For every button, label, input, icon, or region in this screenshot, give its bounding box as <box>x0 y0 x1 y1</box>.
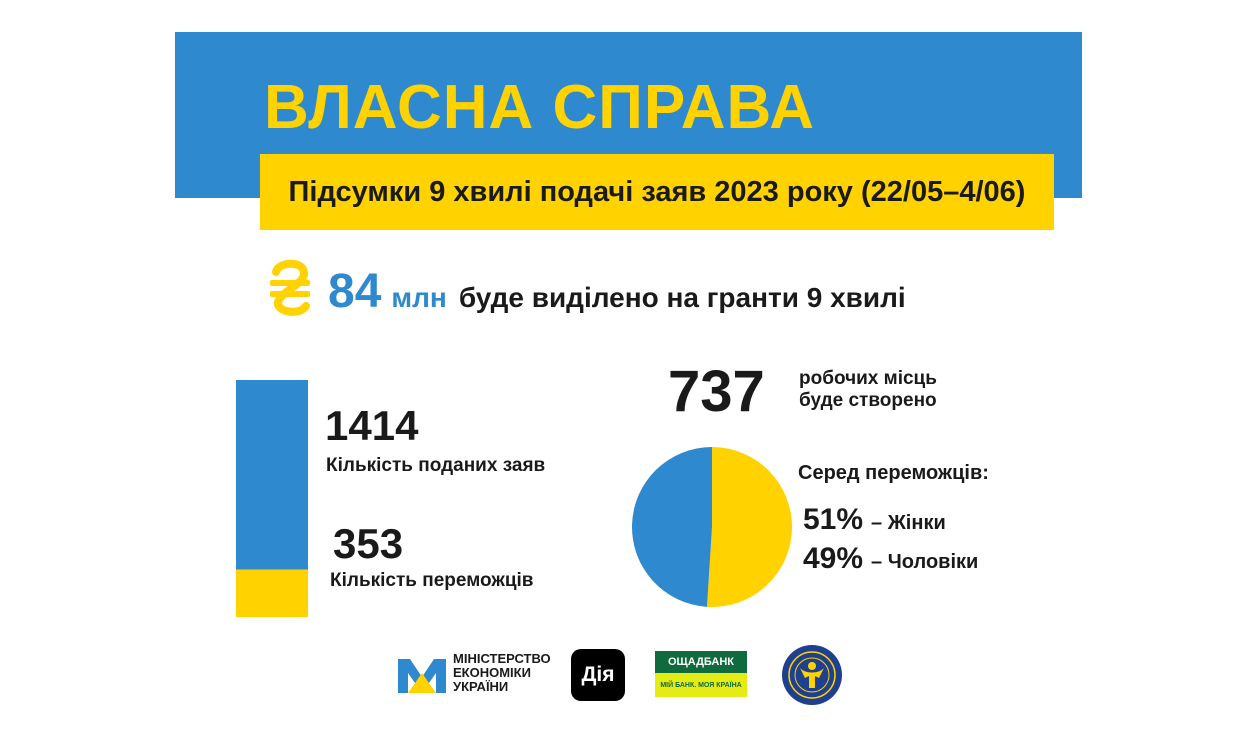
hryvnia-icon <box>268 258 312 318</box>
funds-text: буде виділено на гранти 9 хвилі <box>458 282 906 313</box>
jobs-label <box>799 368 937 412</box>
subtitle-text: Підсумки 9 хвилі подачі заяв 2023 року (22/05–4/06) <box>288 175 1026 208</box>
stacked-bar <box>236 380 308 617</box>
winners-breakdown-heading: Серед переможців: <box>798 462 989 484</box>
applications-label: Кількість поданих заяв <box>326 455 546 476</box>
mineco-logo-text <box>453 652 551 694</box>
jobs-value: 737 <box>668 359 765 424</box>
women-percent: 51% <box>803 503 864 536</box>
oschadbank-logo <box>655 651 747 697</box>
bar-segment-applications <box>236 380 308 570</box>
gender-pie-chart <box>632 447 792 607</box>
pie-slice-men <box>632 447 712 607</box>
jobs-label-line1: робочих місць <box>799 368 937 389</box>
pie-slice-women <box>707 447 792 607</box>
oschadbank-tagline: МІЙ БАНК. МОЯ КРАЇНА <box>655 673 747 697</box>
funds-line <box>328 264 906 319</box>
men-label: – Чоловіки <box>871 551 979 573</box>
women-label: – Жінки <box>871 512 946 534</box>
women-row <box>803 503 946 537</box>
diia-logo: Дія <box>571 649 625 701</box>
men-row <box>803 542 978 576</box>
bar-segment-winners <box>236 570 308 617</box>
winners-label: Кількість переможців <box>330 570 534 591</box>
oschadbank-name: ОЩАДБАНК <box>655 651 747 673</box>
applications-value: 1414 <box>325 402 419 449</box>
funds-value: 84 <box>328 265 382 318</box>
subtitle-banner <box>260 154 1054 230</box>
jobs-label-line2: буде створено <box>799 390 937 411</box>
winners-value: 353 <box>333 520 404 567</box>
mineco-line3: УКРАЇНИ <box>453 679 509 694</box>
page-title: ВЛАСНА СПРАВА <box>264 73 815 142</box>
mineco-logo-icon <box>398 651 446 693</box>
mineco-line2: ЕКОНОМІКИ <box>453 665 531 680</box>
employment-service-logo-icon <box>781 644 843 706</box>
mineco-line1: МІНІСТЕРСТВО <box>453 651 551 666</box>
men-percent: 49% <box>803 542 864 575</box>
funds-unit: млн <box>391 282 447 313</box>
